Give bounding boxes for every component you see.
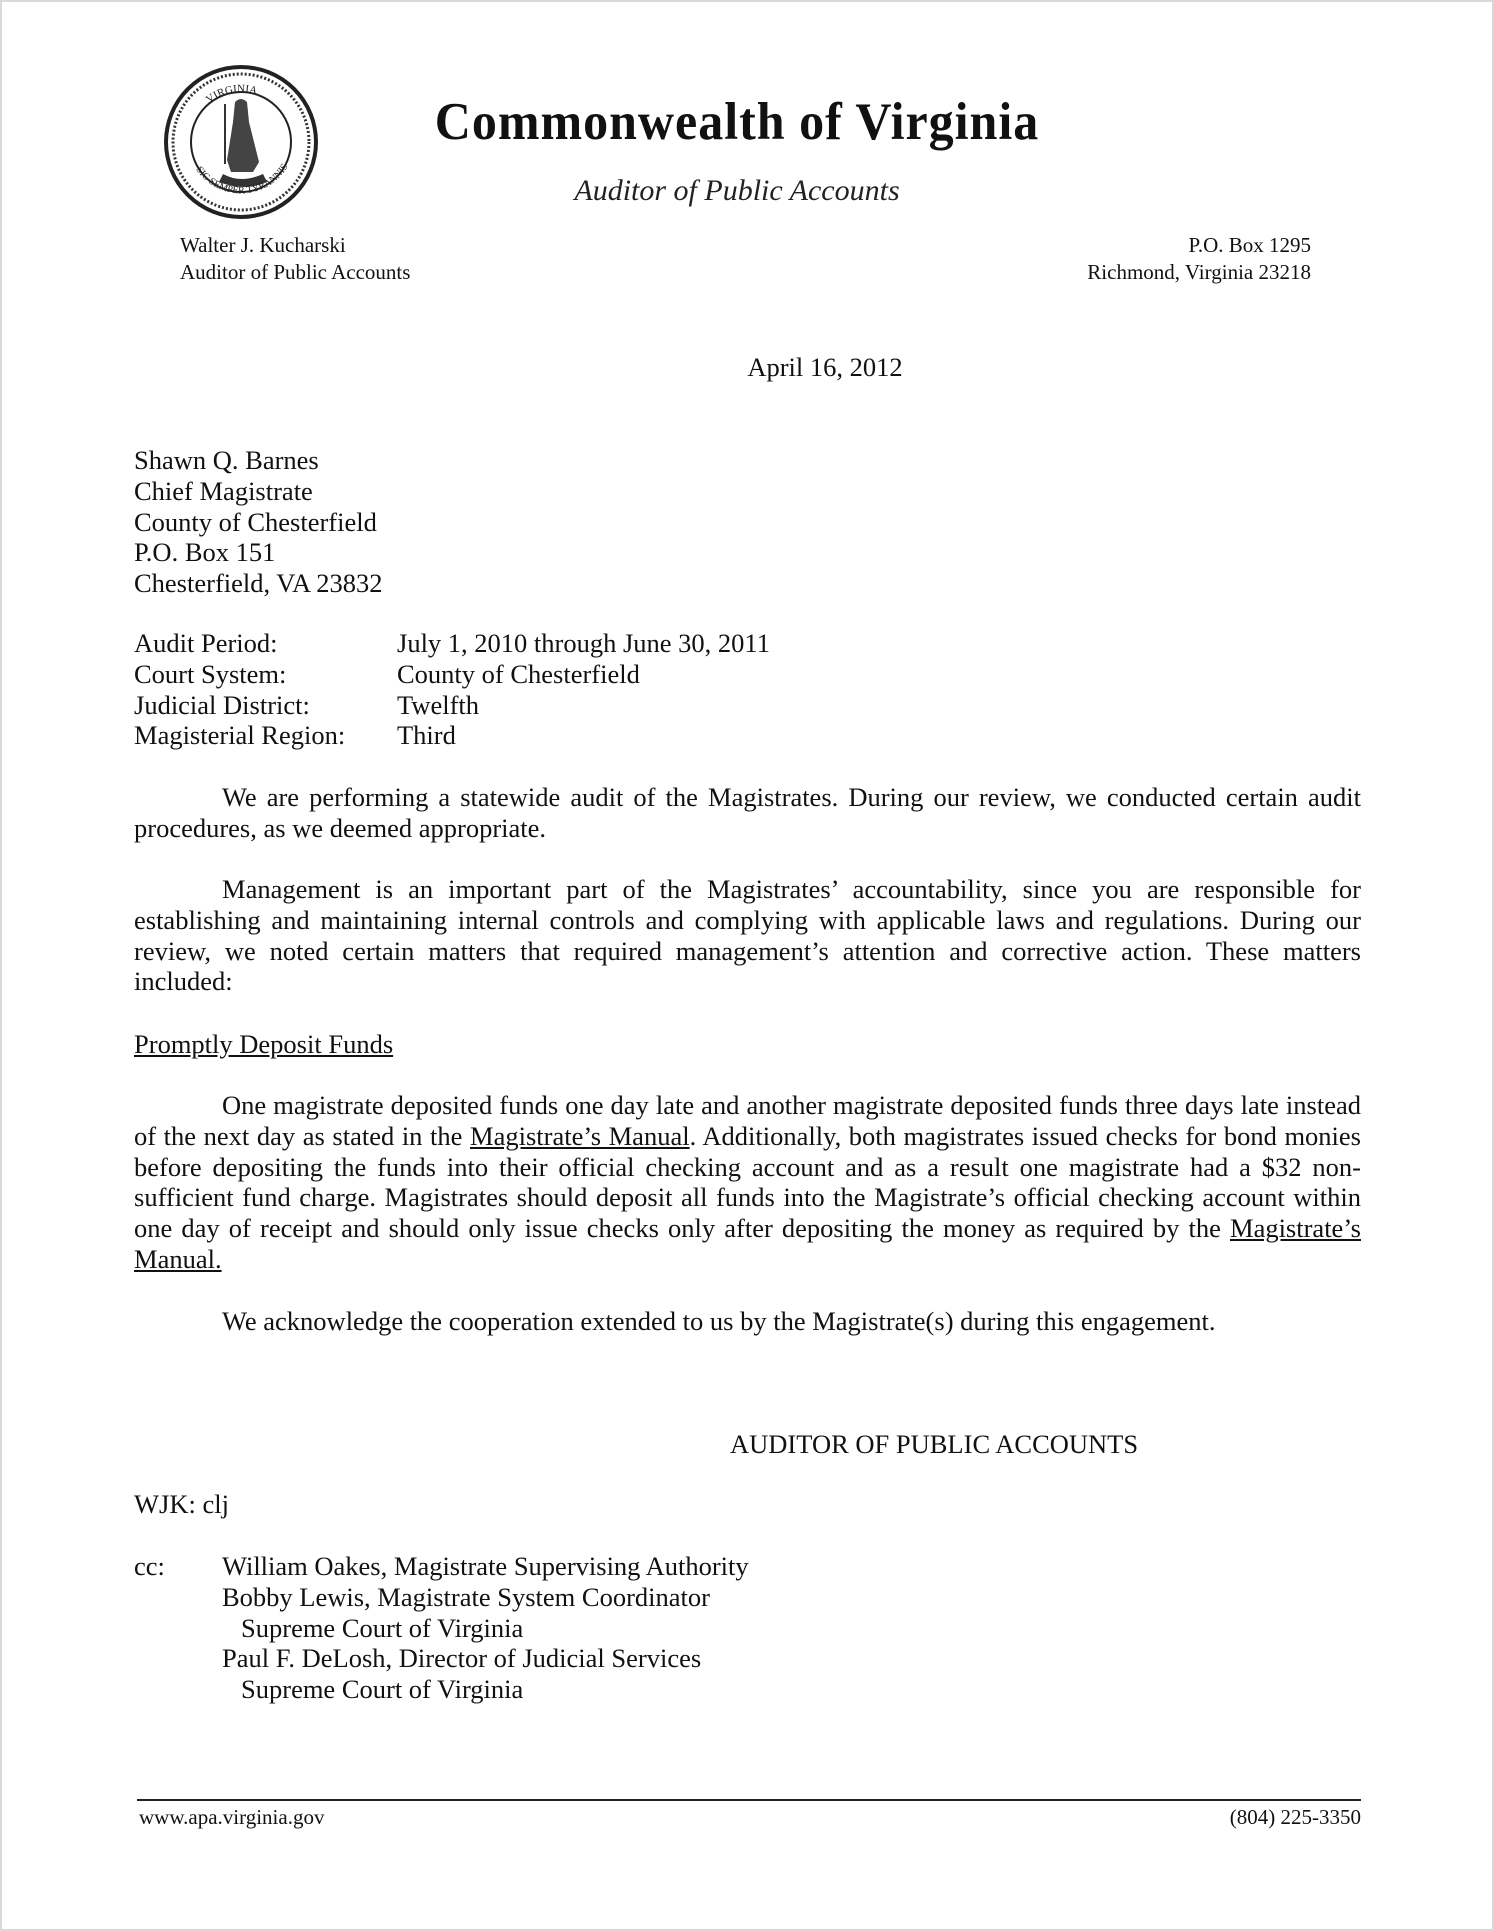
recipient-line: P.O. Box 151	[134, 537, 276, 568]
letterhead-title: Commonwealth of Virginia	[434, 91, 1040, 151]
svg-text:SIC SEMPER TYRANNIS: SIC SEMPER TYRANNIS	[193, 161, 291, 197]
paragraph-acknowledgement: We acknowledge the cooperation extended to us by the Magistrate(s) during this engagement.	[222, 1306, 1216, 1336]
cc-list	[134, 1551, 749, 1705]
cc-line: Supreme Court of Virginia	[241, 1612, 524, 1643]
section-heading: Promptly Deposit Funds	[134, 1029, 394, 1059]
virginia-seal-logo	[163, 64, 319, 220]
initials: WJK: clj	[134, 1489, 229, 1519]
sender-title: Auditor of Public Accounts	[180, 260, 411, 284]
recipient-line: Chief Magistrate	[134, 475, 313, 506]
cc-label: cc:	[134, 1551, 165, 1581]
recipient-line: County of Chesterfield	[134, 506, 377, 537]
info-value: July 1, 2010 through June 30, 2011	[397, 628, 770, 658]
cc-line: William Oakes, Magistrate Supervising Authority	[222, 1551, 749, 1581]
paragraph-management: Management is an important part of the Magistrates’ accountability, since you are responsible for establishing and maintaining internal controls and complying with applicable laws and regulations. During our review, we noted certain matters that required management’s attention and corrective action. These matters included:	[134, 874, 1361, 997]
signature-block: AUDITOR OF PUBLIC ACCOUNTS	[730, 1429, 1139, 1459]
manual-reference: Magistrate’s Manual.	[134, 1213, 1361, 1274]
footer-phone: (804) 225-3350	[1229, 1805, 1361, 1829]
cc-line: Paul F. DeLosh, Director of Judicial Services	[222, 1643, 702, 1674]
info-label: Judicial District:	[134, 689, 310, 720]
info-label: Magisterial Region:	[134, 720, 346, 751]
paragraph-intro: We are performing a statewide audit of the Magistrates. During our review, we conducted certain audit procedures, as we deemed appropriate.	[134, 782, 1361, 843]
info-row	[134, 720, 770, 751]
footer-divider	[137, 1799, 1361, 1801]
letterhead-address	[1087, 232, 1311, 286]
letterhead-subtitle: Auditor of Public Accounts	[574, 174, 900, 207]
info-value: Twelfth	[397, 689, 480, 720]
footer-website: www.apa.virginia.gov	[139, 1805, 325, 1829]
audit-info	[134, 628, 770, 751]
paragraph-finding: One magistrate deposited funds one day late and another magistrate deposited funds three days late instead of the next day as stated in the Magistrate’s Manual. Additionally, both magistrates issued checks for bond monies before depositing the funds into their official checking account and as a result one magistrate had a $32 non-sufficient fund charge. Magistrates should deposit all funds into the Magistrate’s official checking account within one day of receipt and should only issue checks only after depositing the money as required by the Magistrate’s Manual.	[134, 1090, 1361, 1274]
info-value: Third	[397, 720, 456, 751]
info-value: County of Chesterfield	[397, 658, 640, 689]
city-state-zip: Richmond, Virginia 23218	[1087, 260, 1311, 284]
letterhead-sender	[180, 232, 410, 286]
recipient-line: Shawn Q. Barnes	[134, 445, 319, 475]
info-row	[134, 659, 770, 690]
cc-line: Supreme Court of Virginia	[241, 1674, 524, 1705]
svg-text:VIRGINIA: VIRGINIA	[203, 82, 259, 106]
info-label: Court System:	[134, 658, 287, 689]
info-row	[134, 628, 770, 659]
recipient-line: Chesterfield, VA 23832	[134, 568, 383, 599]
cc-line: Bobby Lewis, Magistrate System Coordinator	[222, 1581, 710, 1612]
sender-name: Walter J. Kucharski	[180, 233, 346, 257]
po-box: P.O. Box 1295	[1188, 233, 1311, 257]
info-row	[134, 690, 770, 721]
manual-reference: Magistrate’s Manual	[470, 1120, 690, 1151]
letter-date: April 16, 2012	[747, 352, 903, 382]
recipient-address	[134, 445, 383, 599]
info-label: Audit Period:	[134, 628, 278, 658]
